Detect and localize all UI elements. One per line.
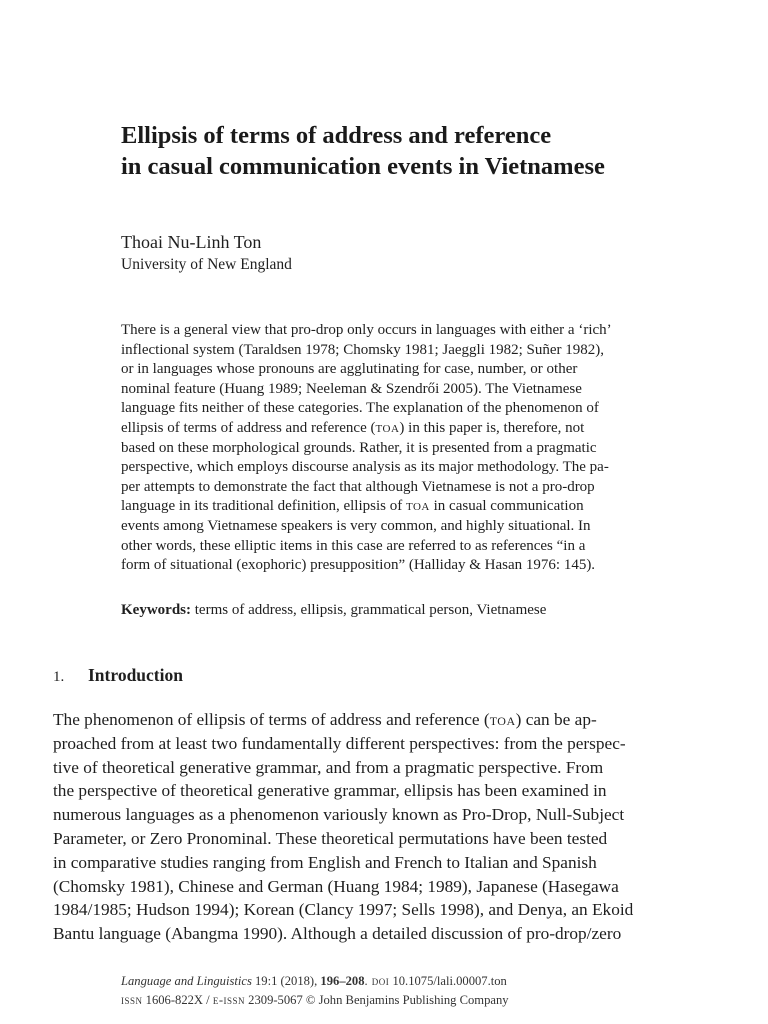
abstract-line: perspective, which employs discourse analysis as its major methodology. The pa- (121, 459, 609, 476)
abstract-line: language fits neither of these categories. The explanation of the phenomenon of (121, 400, 599, 417)
abstract-line: nominal feature (Huang 1989; Neeleman & Szendrői 2005). The Vietnamese (121, 380, 582, 397)
abstract-line: events among Vietnamese speakers is very common, and highly situational. In (121, 517, 591, 534)
doi-value: 10.1075/lali.00007.ton (389, 974, 507, 988)
abstract-line: other words, these elliptic items in this case are referred to as references “in a (121, 537, 586, 554)
abstract-text: in casual communication (429, 498, 584, 515)
abbreviation-toa: toa (489, 710, 516, 729)
body-line: Bantu language (Abangma 1990). Although a detailed discussion of pro-drop/zero (53, 924, 622, 944)
journal-issue: 19:1 (2018), (251, 974, 321, 988)
section-title: Introduction (88, 665, 183, 685)
abstract-line (121, 419, 721, 439)
body-line: proached from at least two fundamentally different perspectives: from the perspec- (53, 733, 626, 753)
doi-label: . doi (364, 974, 390, 988)
body-paragraph (53, 708, 723, 946)
abstract (121, 321, 721, 576)
citation-footer (121, 972, 509, 1010)
abbreviation-toa: toa (375, 419, 400, 436)
title-line-1: Ellipsis of terms of address and reference (121, 122, 552, 149)
eissn-label: e-issn (212, 993, 246, 1007)
page-range: 196–208 (320, 974, 365, 988)
abstract-line: There is a general view that pro-drop only occurs in languages with either a ‘rich’ (121, 322, 612, 338)
abstract-line: form of situational (exophoric) presupposition” (Halliday & Hasan 1976: 145). (121, 557, 596, 574)
body-text: ) can be ap- (515, 710, 597, 729)
body-line: numerous languages as a phenomenon variously known as Pro-Drop, Null-Subject (53, 805, 625, 825)
abstract-line: based on these morphological grounds. Rather, it is presented from a pragmatic (121, 439, 597, 456)
section-number: 1. (53, 669, 65, 685)
abstract-line (121, 497, 721, 517)
abstract-line: inflectional system (Taraldsen 1978; Chomsky 1981; Jaeggli 1982; Suñer 1982), (121, 341, 605, 358)
abstract-text: ) in this paper is, therefore, not (399, 419, 585, 436)
eissn-value: 2309-5067 © John Benjamins Publishing Company (245, 993, 509, 1007)
abstract-text: ellipsis of terms of address and reference ( (121, 419, 376, 436)
author-affiliation: University of New England (121, 256, 292, 273)
issn-label: issn (121, 993, 143, 1007)
abbreviation-toa: toa (405, 498, 430, 515)
abstract-text: language in its traditional definition, ellipsis of (121, 498, 406, 515)
body-line: (Chomsky 1981), Chinese and German (Huang 1984; 1989), Japanese (Hasegawa (53, 876, 619, 896)
journal-name: Language and Linguistics (121, 974, 252, 988)
footer-line-2 (121, 991, 509, 1010)
abstract-line: or in languages whose pronouns are agglutinating for case, number, or other (121, 361, 578, 378)
section-heading (53, 664, 183, 688)
body-line: tive of theoretical generative grammar, and from a pragmatic perspective. From (53, 757, 604, 777)
author-name: Thoai Nu-Linh Ton (121, 232, 262, 252)
keywords-text: terms of address, ellipsis, grammatical person, Vietnamese (191, 602, 547, 618)
body-line: the perspective of theoretical generative grammar, ellipsis has been examined in (53, 781, 607, 801)
body-line: Parameter, or Zero Pronominal. These theoretical permutations have been tested (53, 828, 608, 848)
body-text: The phenomenon of ellipsis of terms of address and reference ( (53, 710, 490, 729)
footer-line-1 (121, 972, 509, 991)
abstract-line: per attempts to demonstrate the fact that although Vietnamese is not a pro-drop (121, 478, 595, 495)
title-line-2: in casual communication events in Vietnamese (121, 153, 605, 180)
paper-title (121, 120, 741, 182)
keywords (121, 600, 546, 620)
body-line: 1984/1985; Hudson 1994); Korean (Clancy 1997; Sells 1998), and Denya, an Ekoid (53, 900, 634, 920)
issn-value: 1606-822X / (142, 993, 213, 1007)
body-line: in comparative studies ranging from English and French to Italian and Spanish (53, 852, 597, 872)
body-line (53, 708, 723, 732)
keywords-label: Keywords: (121, 602, 191, 618)
